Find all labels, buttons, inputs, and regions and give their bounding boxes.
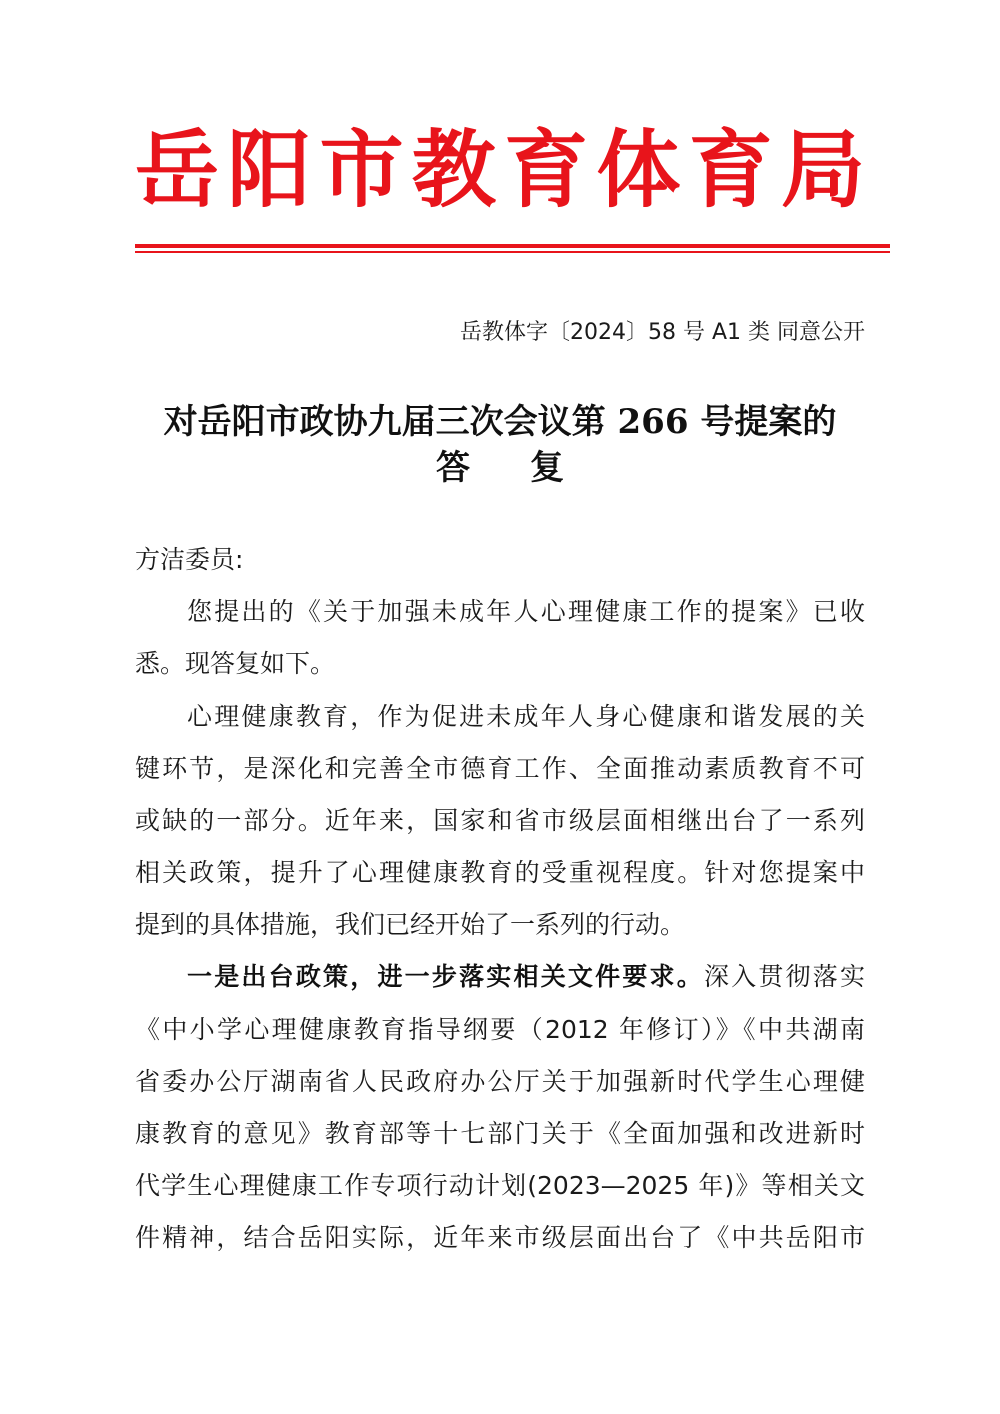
document-title-line1: 对岳阳市政协九届三次会议第 266 号提案的 <box>163 402 837 442</box>
paragraph-line: 悉。现答复如下。 <box>135 649 336 678</box>
masthead-divider-thick <box>135 244 890 248</box>
masthead-char: 教 <box>411 120 496 219</box>
document-number: 岳教体字〔2024〕58 号 A1 类 同意公开 <box>459 320 865 345</box>
masthead-divider-thin <box>135 251 890 253</box>
paragraph-text: 深入贯彻落实 <box>703 962 865 991</box>
document-title-line2: 答复 <box>436 448 624 488</box>
masthead-char: 体 <box>596 120 681 219</box>
salutation: 方洁委员: <box>135 545 244 574</box>
section-heading: 一是出台政策，进一步落实相关文件要求。 <box>187 962 704 991</box>
paragraph-line <box>187 960 865 994</box>
paragraph-line: 心理健康教育，作为促进未成年人身心健康和谐发展的关 <box>187 702 865 731</box>
masthead-char: 育 <box>504 120 589 219</box>
paragraph-line: 您提出的《关于加强未成年人心理健康工作的提案》已收 <box>187 597 865 626</box>
paragraph-line: 或缺的一部分。近年来，国家和省市级层面相继出台了一系列 <box>135 806 865 835</box>
paragraph-line: 《中小学心理健康教育指导纲要（2012 年修订）》《中共湖南 <box>135 1015 865 1044</box>
paragraph-line: 省委办公厅湖南省人民政府办公厅关于加强新时代学生心理健 <box>135 1067 865 1096</box>
masthead-char: 阳 <box>227 120 312 219</box>
masthead-char: 市 <box>319 120 404 219</box>
masthead-char: 局 <box>780 120 865 219</box>
masthead-char: 育 <box>688 120 773 219</box>
masthead-org-name <box>135 122 865 218</box>
paragraph-line: 提到的具体措施，我们已经开始了一系列的行动。 <box>135 910 686 939</box>
paragraph-line: 相关政策，提升了心理健康教育的受重视程度。针对您提案中 <box>135 858 865 887</box>
paragraph-line: 康教育的意见》教育部等十七部门关于《全面加强和改进新时 <box>135 1119 865 1148</box>
paragraph-line: 代学生心理健康工作专项行动计划(2023—2025 年)》等相关文 <box>135 1171 865 1200</box>
masthead-char: 岳 <box>135 120 220 219</box>
paragraph-line: 件精神，结合岳阳实际，近年来市级层面出台了《中共岳阳市 <box>135 1223 865 1252</box>
paragraph-line: 键环节，是深化和完善全市德育工作、全面推动素质教育不可 <box>135 754 865 783</box>
